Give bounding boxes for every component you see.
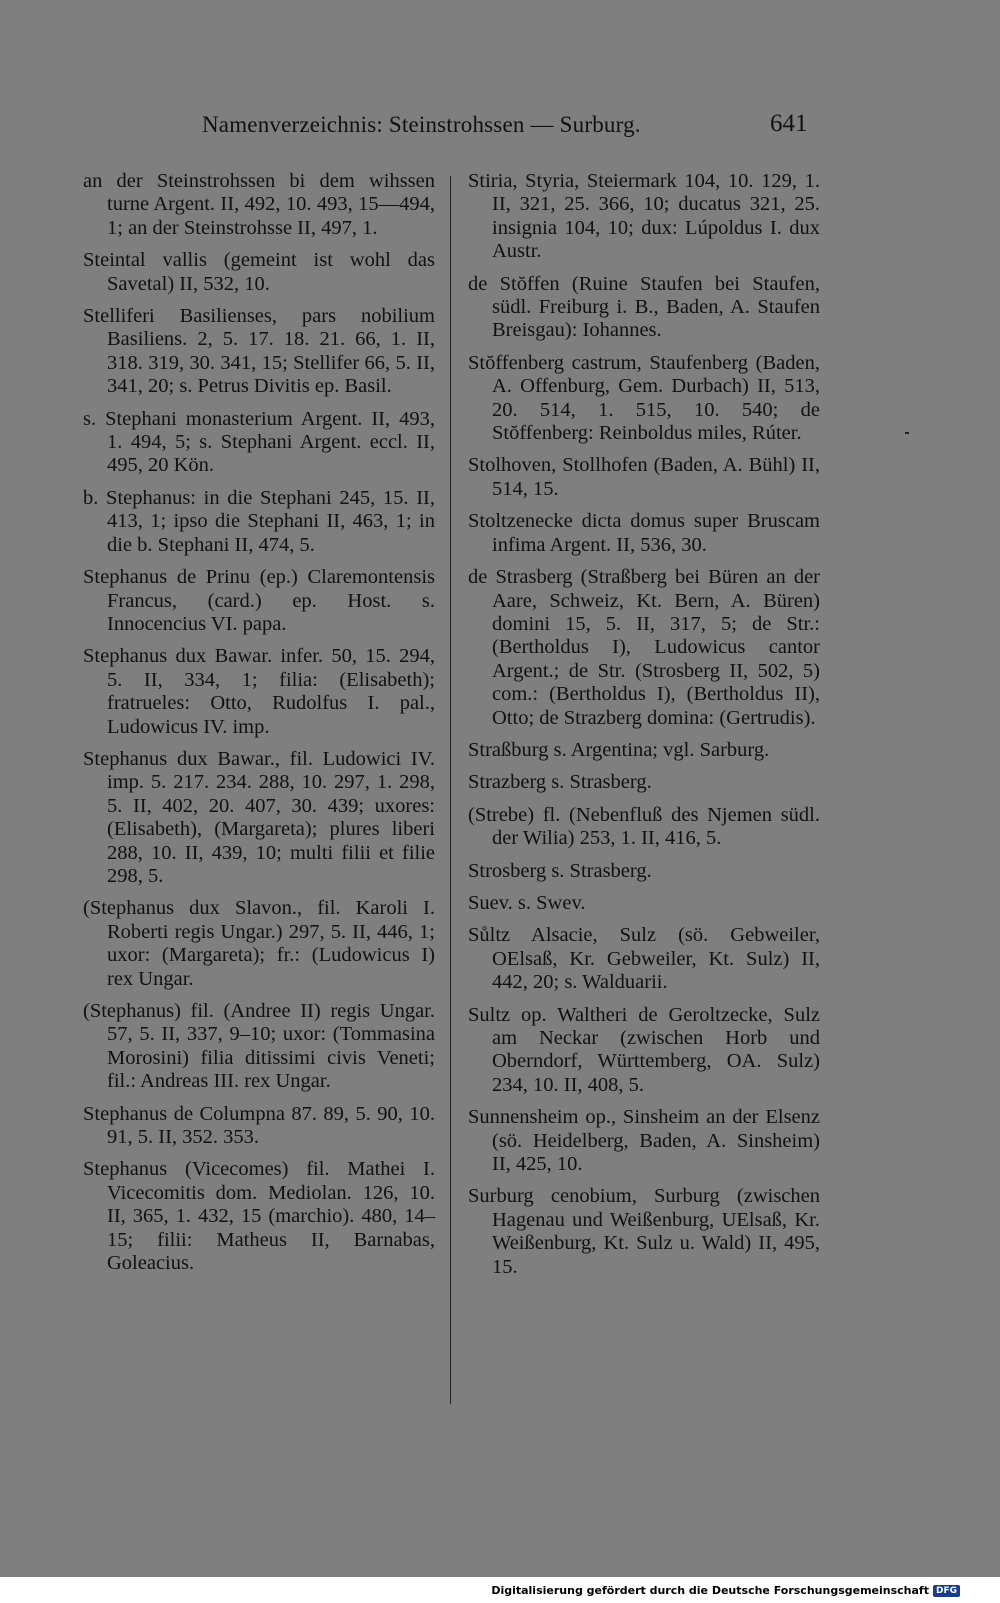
left-column [83,170,435,1284]
index-entry: de Strasberg (Straßberg bei Büren an der Aare, Schweiz, Kt. Bern, A. Büren) domini 15, 5. II, 317, 5; de Str.: (Bertholdus I), Ludowicus cantor Argent.; de Str. (Strosberg II, 502, 5) com.: (Bertholdus I), (Bertholdus II), Otto; de Strazberg domina: (Gertrudis). [468,566,820,729]
page-number: 641 [770,110,808,137]
running-title: Namenverzeichnis: Steinstrohssen — Surburg. [202,112,641,137]
index-entry: Strosberg s. Strasberg. [468,859,652,882]
page-header [0,108,1000,148]
index-entry: (Stephanus) fil. (Andree II) regis Ungar. 57, 5. II, 337, 9–10; uxor: (Tommasina Morosini) filia ditissimi civis Veneti; fil.: Andreas III. rex Ungar. [83,1000,435,1093]
index-entry: (Strebe) fl. (Nebenfluß des Njemen südl. der Wilia) 253, 1. II, 416, 5. [468,803,820,850]
index-entry: an der Steinstrohssen bi dem wihssen turne Argent. II, 492, 10. 493, 15—494, 1; an der Steinstrohsse II, 497, 1. [83,170,435,239]
column-divider [450,176,451,1404]
footer-text: Digitalisierung gefördert durch die Deutsche Forschungsgemeinschaft [491,1584,929,1597]
right-column [468,170,820,1288]
index-entry: Sultz op. Waltheri de Geroltzecke, Sulz am Neckar (zwischen Horb und Oberndorf, Württemberg, OA. Sulz) 234, 10. II, 408, 5. [468,1003,820,1096]
dfg-logo-icon: DFG [933,1585,960,1597]
index-entry: de Stŏffen (Ruine Staufen bei Staufen, südl. Freiburg i. B., Baden, A. Staufen Breisgau): Iohannes. [468,272,820,342]
index-entry: Stiria, Styria, Steiermark 104, 10. 129, 1. II, 321, 25. 366, 10; ducatus 321, 25. insignia 104, 10; dux: Lúpoldus I. dux Austr. [468,170,820,263]
index-entry: Stephanus dux Bawar., fil. Ludowici IV. imp. 5. 217. 234. 288, 10. 297, 1. 298, 5. II, 402, 20. 407, 30. 439; uxores: (Elisabeth), (Margareta); plures liberi 288, 10. II, 439, 10; multi filii et filie 298, 5. [83,747,435,887]
index-entry: Surburg cenobium, Surburg (zwischen Hagenau und Weißenburg, UElsaß, Kr. Weißenburg, Kt. Sulz u. Wald) II, 495, 15. [468,1185,820,1278]
index-entry: Stephanus dux Bawar. infer. 50, 15. 294, 5. II, 334, 1; filia: (Elisabeth); fratrueles: Otto, Rudolfus I. pal., Ludowicus IV. imp. [83,645,435,738]
index-entry: Stelliferi Basilienses, pars nobilium Basiliens. 2, 5. 17. 18. 21. 66, 1. II, 318. 319, 30. 341, 15; Stellifer 66, 5. II, 341, 20; s. Petrus Divitis ep. Basil. [83,305,435,398]
index-entry: (Stephanus dux Slavon., fil. Karoli I. Roberti regis Ungar.) 297, 5. II, 446, 1; uxor: (Margareta); fr.: (Ludowicus I) rex Ungar. [83,897,435,990]
index-entry: Strazberg s. Strasberg. [468,771,652,794]
index-entry: Stephanus de Columpna 87. 89, 5. 90, 10. 91, 5. II, 352. 353. [83,1102,435,1149]
index-entry: Straßburg s. Argentina; vgl. Sarburg. [468,738,770,761]
index-entry: s. Stephani monasterium Argent. II, 493, 1. 494, 5; s. Stephani Argent. eccl. II, 495, 20 Kön. [83,407,435,477]
index-entry: Sůltz Alsacie, Sulz (sö. Gebweiler, OElsaß, Kr. Gebweiler, Kt. Sulz) II, 442, 20; s. Walduarii. [468,924,820,994]
index-entry: Sunnensheim op., Sinsheim an der Elsenz (sö. Heidelberg, Baden, A. Sinsheim) II, 425, 10. [468,1106,820,1176]
index-entry: Stolhoven, Stollhofen (Baden, A. Bühl) II, 514, 15. [468,454,820,500]
scan-speck [905,432,909,434]
index-entry: Stoltzenecke dicta domus super Bruscam infima Argent. II, 536, 30. [468,510,820,556]
index-entry: Suev. s. Swev. [468,891,586,914]
index-entry: Stephanus (Vicecomes) fil. Mathei I. Vicecomitis dom. Mediolan. 126, 10. II, 365, 1. 432, 15 (marchio). 480, 14–15; filii: Matheus II, Barnabas, Goleacius. [83,1158,435,1275]
index-entry: Stŏffenberg castrum, Staufenberg (Baden, A. Offenburg, Gem. Durbach) II, 513, 20. 514, 1. 515, 10. 540; de Stŏffenberg: Reinboldus miles, Rúter. [468,351,820,445]
footer [491,1584,960,1597]
index-entry: Steintal vallis (gemeint ist wohl das Savetal) II, 532, 10. [83,249,435,295]
index-entry: b. Stephanus: in die Stephani 245, 15. II, 413, 1; ipso die Stephani II, 463, 1; in die b. Stephani II, 474, 5. [83,486,435,556]
index-entry: Stephanus de Prinu (ep.) Claremontensis Francus, (card.) ep. Host. s. Innocencius VI. papa. [83,566,435,635]
